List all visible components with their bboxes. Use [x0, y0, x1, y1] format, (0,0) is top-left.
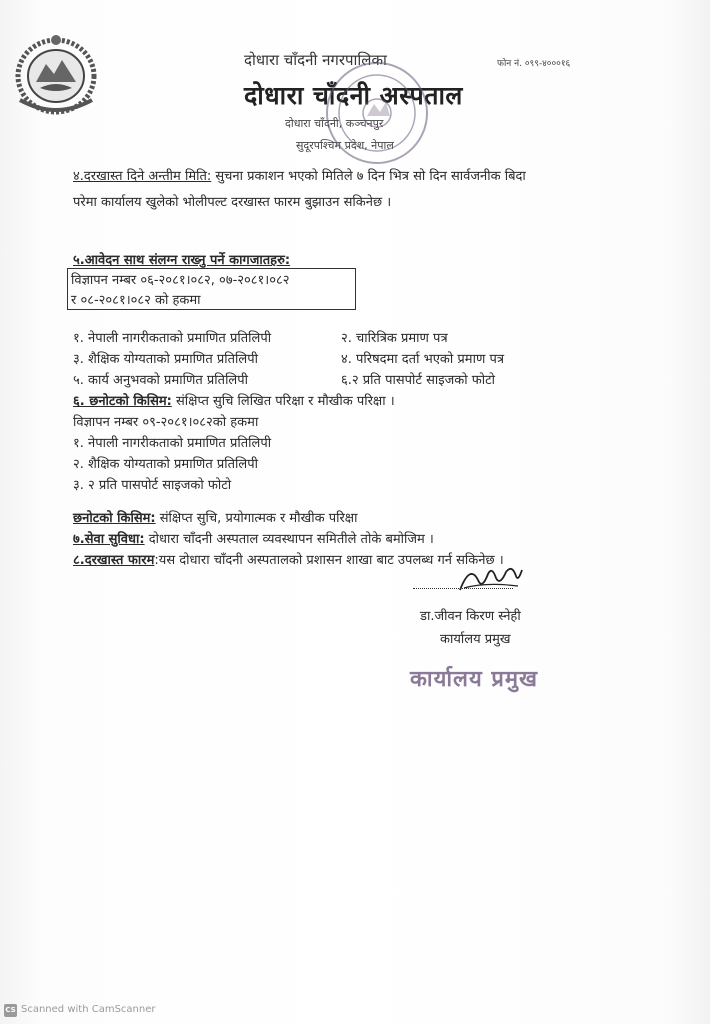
attachments-heading: ५.आवेदन साथ संलग्न राख्नु पर्ने कागजातहरु:	[73, 253, 291, 268]
camscanner-watermark: Scanned with CamScanner	[21, 1004, 156, 1015]
doc-b-item-1: १. नेपाली नागरीकताको प्रमाणित प्रतिलिपी	[73, 436, 272, 451]
signature-scribble-icon	[456, 560, 526, 596]
address-line-2: सुदूरपश्चिम प्रदेश, नेपाल	[296, 139, 394, 152]
office-seal-icon	[322, 58, 432, 168]
selection-type-label: ६. छनोटको किसिम:	[73, 394, 172, 409]
ad-number-09: विज्ञापन नम्बर ०९-२०८१।०८२को हकमा	[73, 415, 259, 430]
service-facility-text: दोधारा चाँदनी अस्पताल व्यवस्थापन समितीले तोके बमोजिम ।	[148, 532, 434, 547]
service-facility-label: ७.सेवा सुविधा:	[73, 532, 145, 547]
camscanner-logo: CS	[4, 1004, 17, 1017]
hospital-name: दोधारा चाँदनी अस्पताल	[244, 81, 463, 110]
doc-item-2: २. चारित्रिक प्रमाण पत्र	[341, 331, 448, 346]
designation-stamp: कार्यालय प्रमुख	[410, 667, 539, 692]
doc-item-1: १. नेपाली नागरीकताको प्रमाणित प्रतिलिपी	[73, 331, 272, 346]
deadline-text-2: परेमा कार्यालय खुलेको भोलीपल्ट दरखास्त फारम बुझाउन सकिनेछ ।	[73, 195, 392, 210]
municipality-name: दोधारा चाँदनी नगरपालिका	[244, 51, 387, 69]
service-facility-line	[73, 529, 434, 547]
signatory-name: डा.जीवन किरण स्नेही	[420, 609, 521, 624]
application-form-line	[73, 550, 504, 568]
application-form-text: :यस दोधारा चाँदनी अस्पतालको प्रशासन शाखा बाट उपलब्ध गर्न सकिनेछ ।	[154, 553, 504, 568]
signatory-designation: कार्यालय प्रमुख	[440, 632, 511, 647]
phone-number: फोन नं. ०९९-४०००१६	[497, 59, 571, 69]
doc-item-5: ५. कार्य अनुभवको प्रमाणित प्रतिलिपी	[73, 373, 248, 388]
doc-item-4: ४. परिषदमा दर्ता भएको प्रमाण पत्र	[341, 352, 505, 367]
selection-type-line-2	[73, 508, 357, 526]
deadline-label: ४.दरखास्त दिने अन्तीम मिति:	[73, 169, 212, 184]
selection-type-text: संक्षिप्त सुचि लिखित परिक्षा र मौखीक परिक्षा ।	[175, 394, 395, 409]
doc-b-item-3: ३. २ प्रति पासपोर्ट साइजको फोटो	[73, 478, 232, 493]
address-line-1: दोधारा चाँदनी, कञ्चनपुर	[285, 117, 384, 130]
signature-line	[413, 588, 513, 589]
doc-item-3: ३. शैक्षिक योग्यताको प्रमाणित प्रतिलिपी	[73, 352, 258, 367]
deadline-text-1: सुचना प्रकाशन भएको मितिले ७ दिन भित्र सो दिन सार्वजनीक बिदा	[215, 169, 526, 184]
ad-numbers-line-1: विज्ञापन नम्बर ०६-२०८१।०८२, ०७-२०८१।०८२	[71, 273, 290, 288]
doc-b-item-2: २. शैक्षिक योग्यताको प्रमाणित प्रतिलिपी	[73, 457, 258, 472]
deadline-line-1	[73, 166, 526, 184]
selection-type-text-2: संक्षिप्त सुचि, प्रयोगात्मक र मौखीक परिक्षा	[159, 511, 358, 526]
ad-numbers-line-2: र ०८-२०८१।०८२ को हकमा	[71, 293, 201, 308]
selection-type-label-2: छनोटको किसिम:	[73, 511, 156, 526]
selection-type-line	[73, 391, 395, 409]
doc-item-6: ६.२ प्रति पासपोर्ट साइजको फोटो	[341, 373, 496, 388]
nepal-emblem-icon	[10, 30, 102, 116]
application-form-label: ८.दरखास्त फारम	[73, 553, 155, 568]
